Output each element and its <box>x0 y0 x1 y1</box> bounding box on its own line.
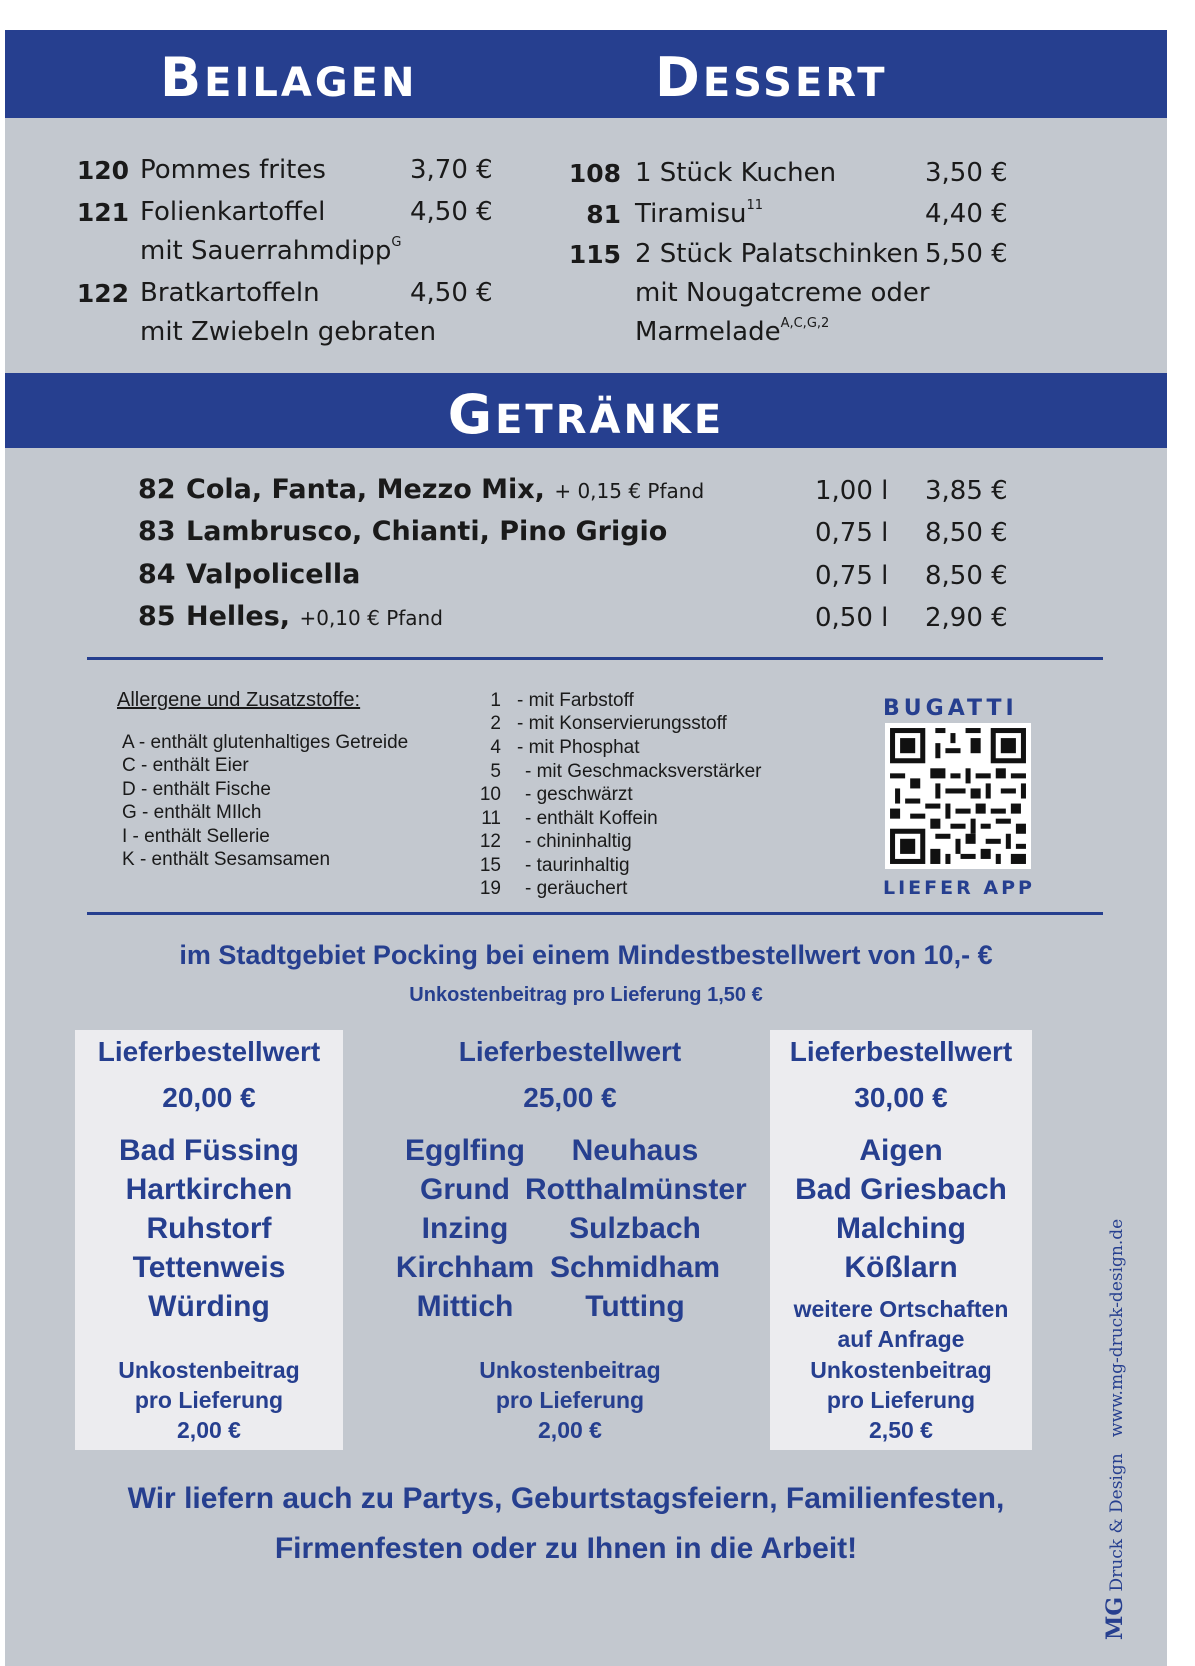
zone-fee-label: pro Lieferung <box>495 1387 645 1413</box>
delivery-zone-25 <box>365 1030 775 1450</box>
item-price: 4,50 € <box>410 278 493 308</box>
zone-town: Rotthalmünster <box>525 1173 747 1206</box>
item-description: mit Sauerrahmdipp$^G$ <box>140 235 402 266</box>
item-price: 5,50 € <box>925 239 1008 269</box>
additive-desc: - chininhaltig <box>525 831 632 852</box>
zone-town: Ruhstorf <box>146 1212 272 1245</box>
allergens-heading: Allergene und Zusatzstoffe: <box>117 689 361 711</box>
drink-volume: 0,75 l <box>815 561 889 591</box>
zone-town: Hartkirchen <box>125 1173 293 1206</box>
allergen-item: I - enthält Sellerie <box>122 826 270 847</box>
item-number: 108 <box>568 159 621 188</box>
item-price: 4,50 € <box>410 197 493 227</box>
zone-town: Egglfing <box>405 1134 525 1167</box>
allergen-marker: G <box>391 235 402 250</box>
city-delivery-fee: Unkostenbeitrag pro Lieferung 1,50 € <box>409 984 763 1006</box>
drink-item: 82 Cola, Fanta, Mezzo Mix, + 0,15 € Pfand <box>138 474 705 505</box>
item-name: 2 Stück Palatschinken <box>635 239 920 269</box>
zone-town: Malching <box>835 1212 966 1245</box>
additive-desc: - mit Farbstoff <box>517 690 634 711</box>
allergen-marker: A,C,G,2 <box>780 316 830 331</box>
additive-code: 19 <box>479 878 501 899</box>
zone-fee-label: pro Lieferung <box>826 1387 976 1413</box>
item-name: Bratkartoffeln <box>140 278 320 308</box>
additive-desc: - taurinhaltig <box>525 855 630 876</box>
drink-volume: 0,50 l <box>815 603 889 633</box>
zone-town: Tettenweis <box>132 1251 286 1284</box>
item-number: 120 <box>76 156 129 185</box>
item-description: Marmelade$^{A,C,G,2}$ <box>635 316 830 347</box>
additive-code: 5 <box>490 761 501 782</box>
item-name: Tiramisu$^{11}$ <box>635 198 764 229</box>
city-delivery-line: im Stadtgebiet Pocking bei einem Mindestbestellwert von 10,- € <box>179 940 993 970</box>
additive-code: 10 <box>479 784 501 805</box>
zone-town: Neuhaus <box>571 1134 699 1167</box>
allergen-item: K - enthält Sesamsamen <box>122 849 331 870</box>
header-band <box>5 30 1167 118</box>
qr-title: BUGATTI <box>883 696 1018 721</box>
additive-code: 1 <box>490 690 501 711</box>
additive-code: 11 <box>481 808 501 829</box>
item-number: 115 <box>568 240 621 269</box>
additive-desc: - enthält Koffein <box>525 808 658 829</box>
qr-subtitle: LIEFER APP <box>883 877 1035 899</box>
zone-town: Schmidham <box>549 1251 721 1284</box>
printer-name: Druck <box>1107 1538 1127 1592</box>
drink-price: 8,50 € <box>925 518 1008 548</box>
zone-amount: 30,00 € <box>854 1082 948 1113</box>
drink-item: 83 Lambrusco, Chianti, Pino Grigio <box>138 516 668 547</box>
zone-more: auf Anfrage <box>837 1326 965 1352</box>
delivery-zone-20 <box>75 1030 343 1450</box>
divider <box>87 657 1103 660</box>
footer-line-2: Firmenfesten oder zu Ihnen in die Arbeit! <box>274 1532 858 1565</box>
additive-code: 4 <box>490 737 501 758</box>
additive-desc: - geschwärzt <box>525 784 633 805</box>
item-price: 3,50 € <box>925 158 1008 188</box>
zone-town: Aigen <box>859 1134 943 1167</box>
zone-town: Würding <box>148 1290 270 1323</box>
item-name: 1 Stück Kuchen <box>635 158 837 188</box>
item-name: Folienkartoffel <box>140 197 326 227</box>
zone-town: Tutting <box>585 1290 685 1323</box>
getraenke-title: GETRÄNKE <box>447 383 725 446</box>
drink-price: 2,90 € <box>925 603 1008 633</box>
additive-code: 15 <box>479 855 501 876</box>
printer-logo: MG <box>1102 1596 1128 1640</box>
drink-volume: 1,00 l <box>815 476 889 506</box>
item-description: mit Nougatcreme oder <box>635 278 930 308</box>
zone-town: Bad Griesbach <box>795 1173 1007 1206</box>
additive-desc: - geräuchert <box>525 878 628 899</box>
zone-town: Mittich <box>416 1290 514 1323</box>
qr-code-icon[interactable] <box>885 723 1031 869</box>
drink-price: 8,50 € <box>925 561 1008 591</box>
zone-fee-label: Unkostenbeitrag <box>118 1357 300 1383</box>
zone-label: Lieferbestellwert <box>458 1036 682 1067</box>
printer-url[interactable]: www.mg-druck-design.de <box>1107 1218 1127 1438</box>
item-name: Pommes frites <box>140 155 326 185</box>
zone-label: Lieferbestellwert <box>789 1036 1013 1067</box>
item-price: 4,40 € <box>925 199 1008 229</box>
zone-fee: 2,50 € <box>869 1417 933 1443</box>
zone-amount: 20,00 € <box>162 1082 256 1113</box>
zone-town: Inzing <box>421 1212 509 1245</box>
zone-fee: 2,00 € <box>538 1417 602 1443</box>
allergen-item: G - enthält MIlch <box>122 802 262 823</box>
menu-page <box>5 30 1167 1666</box>
item-number: 121 <box>76 198 129 227</box>
footer-line-1: Wir liefern auch zu Partys, Geburtstagsfeiern, Familienfesten, <box>127 1482 1005 1515</box>
additive-desc: - mit Geschmacksverstärker <box>525 761 762 782</box>
item-description: mit Zwiebeln gebraten <box>140 317 437 347</box>
divider <box>87 912 1103 915</box>
drink-item: 85 Helles, +0,10 € Pfand <box>138 601 443 632</box>
zone-town: Bad Füssing <box>118 1134 299 1167</box>
zone-town: Grund <box>420 1173 510 1206</box>
additive-desc: - mit Phosphat <box>517 737 640 758</box>
allergen-marker: 11 <box>746 198 764 213</box>
printer-credit <box>1098 1218 1128 1660</box>
zone-town: Kirchham <box>395 1251 535 1284</box>
drink-volume: 0,75 l <box>815 518 889 548</box>
zone-fee-label: Unkostenbeitrag <box>810 1357 992 1383</box>
zone-fee: 2,00 € <box>177 1417 241 1443</box>
zone-town: Sulzbach <box>569 1212 701 1245</box>
zone-fee-label: Unkostenbeitrag <box>479 1357 661 1383</box>
zone-amount: 25,00 € <box>523 1082 617 1113</box>
allergen-item: D - enthält Fische <box>122 779 271 800</box>
zone-label: Lieferbestellwert <box>97 1036 321 1067</box>
drink-item: 84 Valpolicella <box>138 559 361 590</box>
allergen-item: C - enthält Eier <box>122 755 249 776</box>
zone-fee-label: pro Lieferung <box>134 1387 284 1413</box>
dessert-title: DESSERT <box>655 46 888 109</box>
zone-town: Kößlarn <box>844 1251 958 1284</box>
printer-name: & Design <box>1107 1453 1127 1534</box>
additive-code: 12 <box>479 831 501 852</box>
getraenke-band <box>5 373 1167 448</box>
beilagen-title: BEILAGEN <box>160 46 418 109</box>
item-price: 3,70 € <box>410 155 493 185</box>
item-number: 81 <box>586 200 621 229</box>
additive-code: 2 <box>490 713 501 734</box>
drink-price: 3,85 € <box>925 476 1008 506</box>
additive-desc: - mit Konservierungsstoff <box>517 713 727 734</box>
item-number: 122 <box>76 279 129 308</box>
delivery-zone-30 <box>770 1030 1032 1450</box>
zone-more: weitere Ortschaften <box>793 1296 1009 1322</box>
allergen-item: A - enthält glutenhaltiges Getreide <box>122 732 409 753</box>
